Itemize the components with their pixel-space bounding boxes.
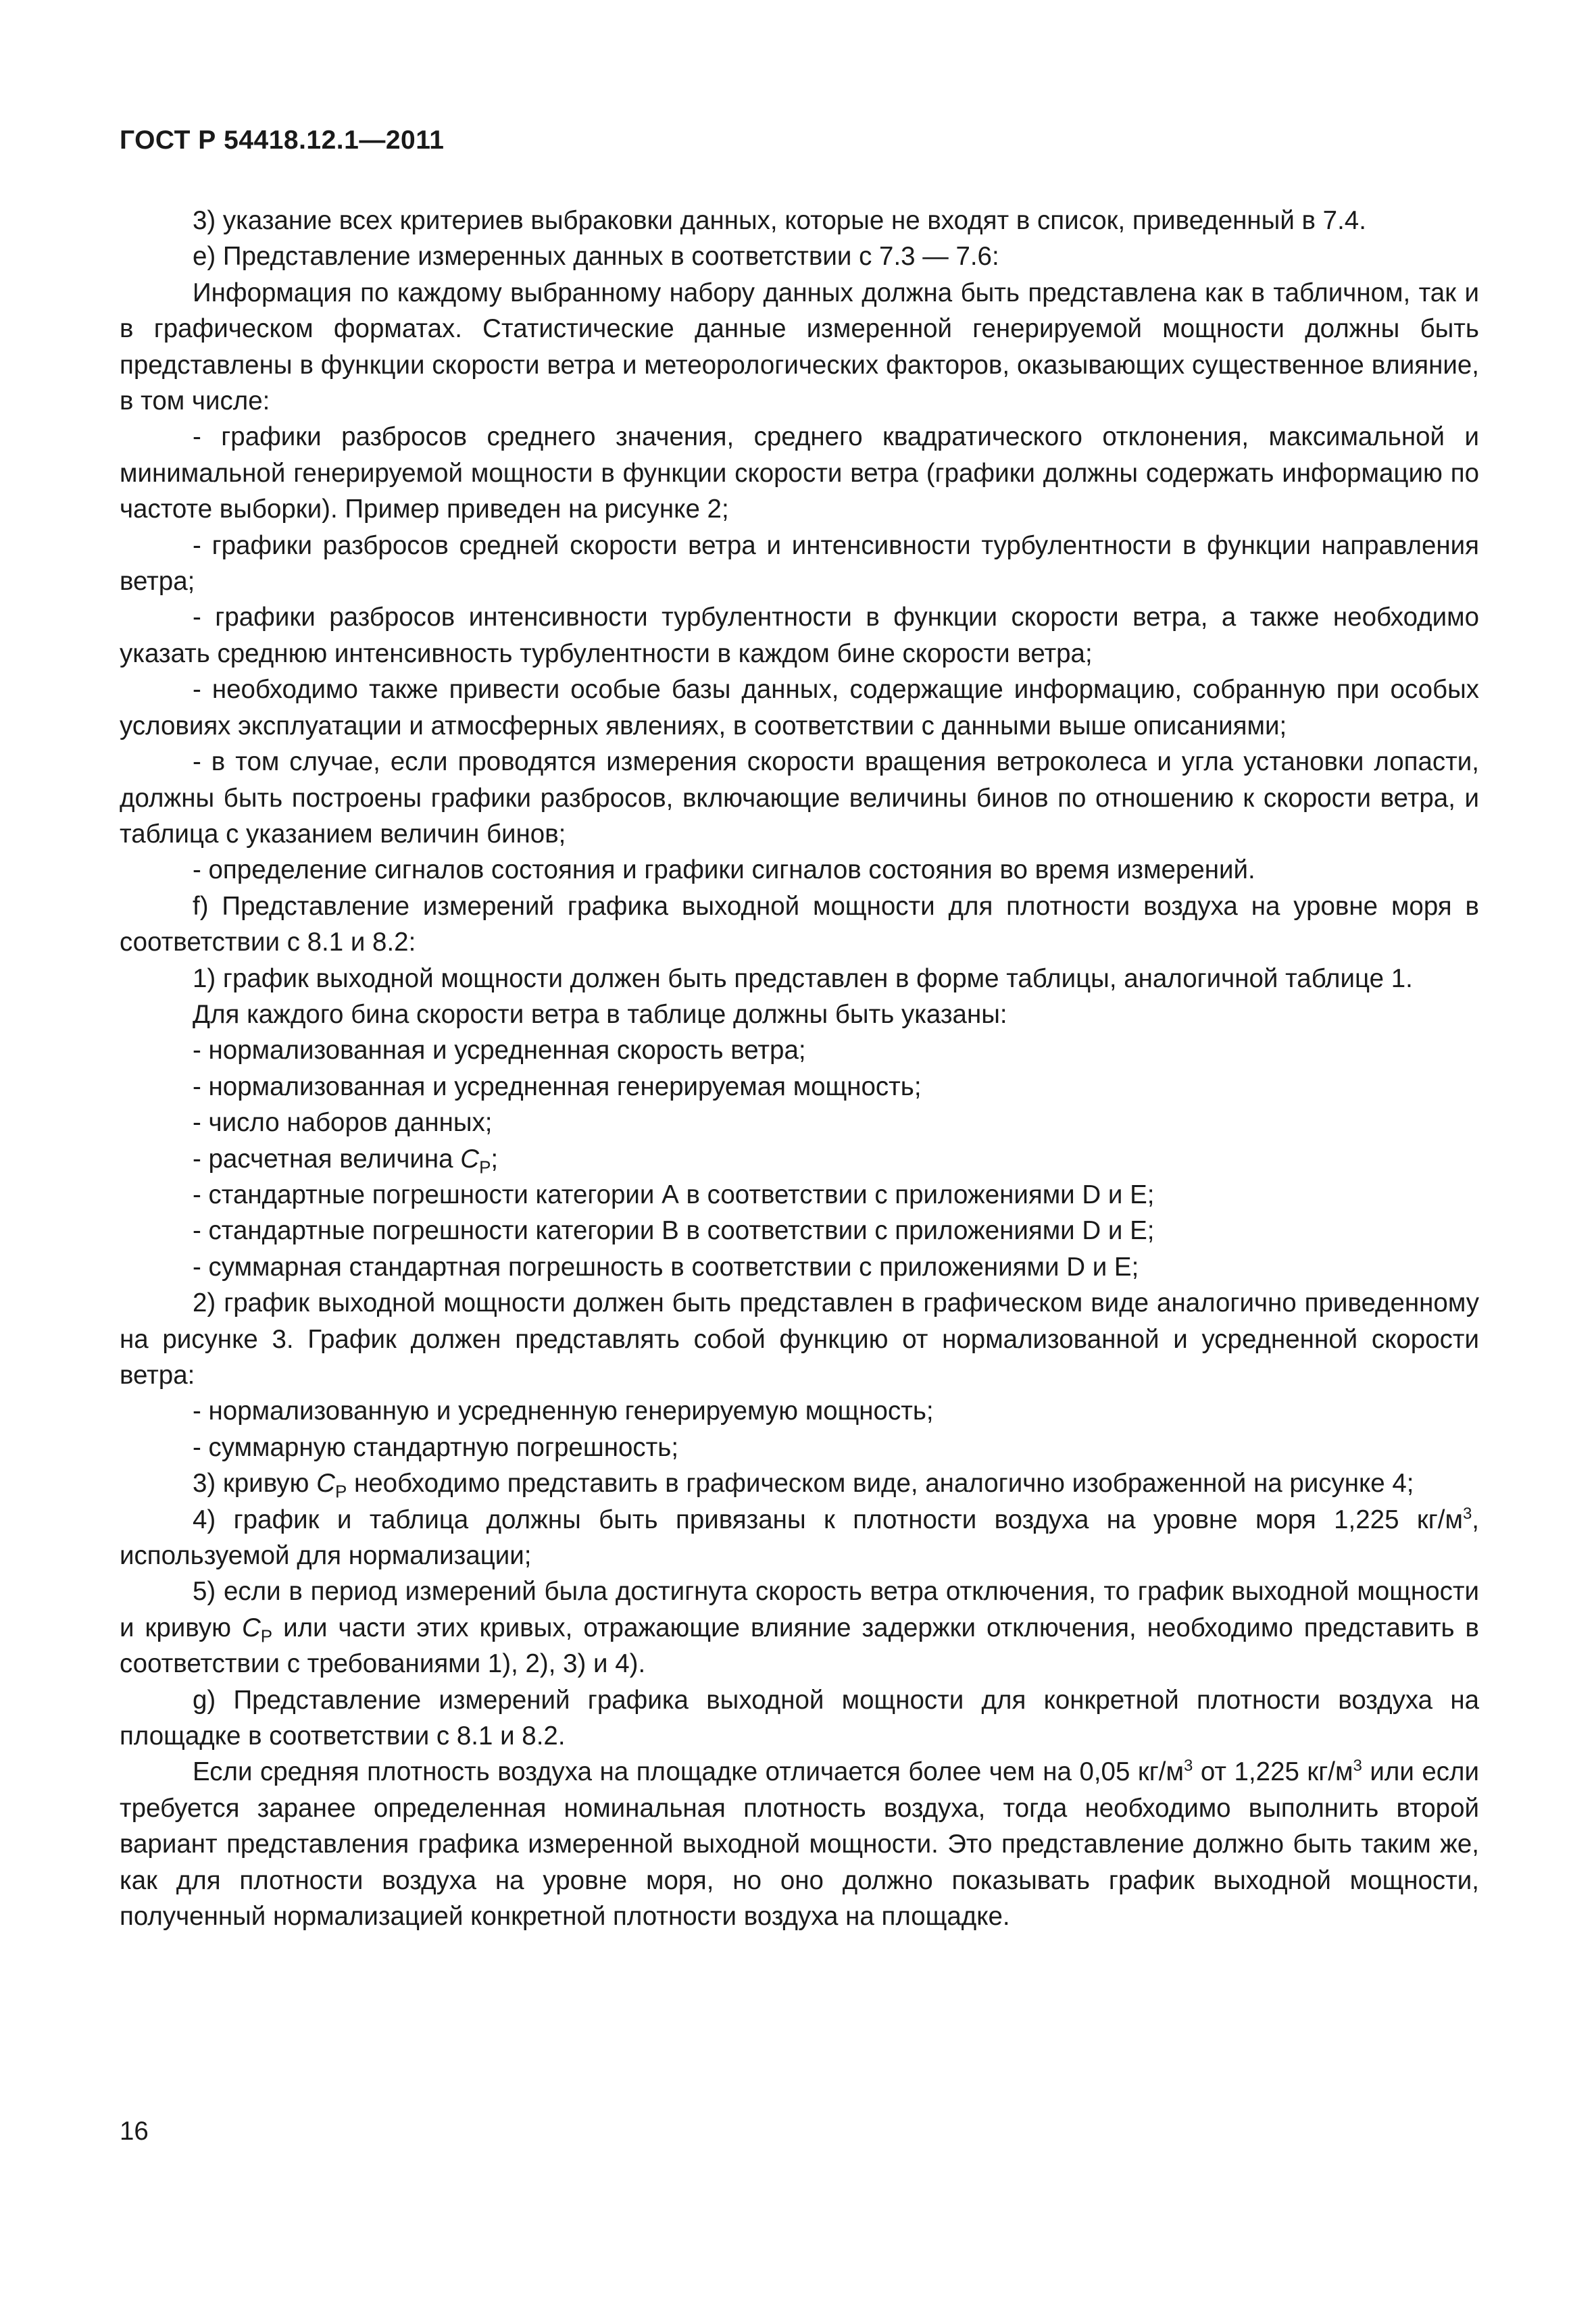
list-item: - суммарную стандартную погрешность; [193, 1432, 679, 1462]
paragraph: f) Представление измерений графика выходной мощности для плотности воздуха на уровне моря в соответствии с 8.1 и 8.2: [120, 891, 1479, 957]
inline-text: или если требуется заранее определенная номинальная плотность воздуха, тогда необходимо выполнить второй вариант представления графика измеренной выходной мощности. Это представление должно быть таким же, как для плотности воздуха на уровне моря, но оно должно показывать график выходной мощности, полученный нормализацией конкретной плотности воздуха на площадке. [120, 1757, 1479, 1932]
page-number: 16 [120, 2117, 149, 2146]
list-item: - суммарная стандартная погрешность в соответствии с приложениями D и E; [193, 1252, 1139, 1282]
cp-subscript: P [260, 1626, 273, 1646]
superscript: 3 [1462, 1504, 1472, 1523]
inline-text: , используемой для нормализации; [120, 1505, 1479, 1571]
paragraph: 2) график выходной мощности должен быть представлен в графическом виде аналогично приведенному на рисунке 3. График должен представлять собой функцию от нормализованной и усредненной скорости ветра: [120, 1288, 1479, 1390]
cp-symbol: C [316, 1469, 335, 1499]
inline-text: - расчетная величина [193, 1144, 461, 1174]
paragraph: - определение сигналов состояния и графики сигналов состояния во время измерений. [193, 855, 1255, 885]
list-item: - нормализованную и усредненную генерируемую мощность; [193, 1397, 934, 1426]
inline-text: от 1,225 кг/м [1193, 1757, 1353, 1787]
paragraph: 3) указание всех критериев выбраковки данных, которые не входят в список, приведенный в 7.4. [193, 206, 1366, 235]
inline-text: 4) график и таблица должны быть привязаны к плотности воздуха на уровне моря 1,225 кг/м [193, 1505, 1463, 1534]
paragraph: - графики разбросов интенсивности турбулентности в функции скорости ветра, а также необходимо указать среднюю интенсивность турбулентности в каждом бине скорости ветра; [120, 603, 1479, 668]
paragraph: Информация по каждому выбранному набору данных должна быть представлена как в табличном, так и в графическом форматах. Статистические данные измеренной генерируемой мощности должны быть представлены в функции скорости ветра и метеорологических факторов, оказывающих существенное влияние, в том числе: [120, 278, 1479, 416]
list-item: - стандартные погрешности категории А в соответствии с приложениями D и E; [193, 1180, 1155, 1209]
paragraph: 1) график выходной мощности должен быть представлен в форме таблицы, аналогичной таблице 1. [193, 963, 1413, 993]
document-header: ГОСТ Р 54418.12.1—2011 [120, 126, 445, 155]
inline-text: необходимо представить в графическом виде, аналогично изображенной на рисунке 4; [347, 1469, 1414, 1499]
paragraph: - графики разбросов среднего значения, среднего квадратического отклонения, максимальной и минимальной генерируемой мощности в функции скорости ветра (графики должны содержать информацию по частоте выборки). Пример приведен на рисунке 2; [120, 422, 1479, 524]
inline-text: 5) если в период измерений была достигнута скорость ветра отключения, то график выходной мощности и кривую [120, 1577, 1479, 1642]
paragraph: g) Представление измерений графика выходной мощности для конкретной плотности воздуха на площадке в соответствии с 8.1 и 8.2. [120, 1685, 1479, 1751]
paragraph [120, 1574, 1479, 1682]
paragraph: - в том случае, если проводятся измерения скорости вращения ветроколеса и угла установки лопасти, должны быть построены графики разбросов, включающие величины бинов по отношению к скорости ветра, и таблица с указанием величин бинов; [120, 747, 1479, 849]
inline-text: или части этих кривых, отражающие влияние задержки отключения, необходимо представить в соответствии с требованиями 1), 2), 3) и 4). [120, 1613, 1479, 1679]
document-body [120, 203, 1479, 1935]
list-item: - нормализованная и усредненная генерируемая мощность; [193, 1072, 922, 1101]
paragraph [120, 1465, 1479, 1501]
paragraph: - необходимо также привести особые базы данных, содержащие информацию, собранную при особых условиях эксплуатации и атмосферных явлениях, в соответствии с данными выше описаниями; [120, 675, 1479, 740]
cp-symbol: C [241, 1613, 261, 1642]
paragraph: - графики разбросов средней скорости ветра и интенсивности турбулентности в функции направления ветра; [120, 530, 1479, 597]
cp-subscript: P [334, 1481, 347, 1502]
inline-text: ; [491, 1144, 499, 1174]
list-item [120, 1141, 1479, 1177]
inline-text: Если средняя плотность воздуха на площадке отличается более чем на 0,05 кг/м [193, 1757, 1184, 1787]
paragraph [120, 1754, 1479, 1934]
cp-symbol: C [460, 1144, 480, 1174]
paragraph: Для каждого бина скорости ветра в таблице должны быть указаны: [193, 999, 1007, 1029]
paragraph [120, 1502, 1479, 1574]
superscript: 3 [1183, 1757, 1193, 1776]
paragraph: e) Представление измеренных данных в соответствии с 7.3 — 7.6: [193, 242, 999, 272]
cp-subscript: P [479, 1157, 491, 1178]
list-item: - число наборов данных; [193, 1108, 493, 1138]
inline-text: 3) кривую [193, 1469, 317, 1499]
list-item: - нормализованная и усредненная скорость ветра; [193, 1036, 806, 1065]
list-item: - стандартные погрешности категории B в соответствии с приложениями D и E; [193, 1216, 1155, 1246]
superscript: 3 [1353, 1757, 1362, 1776]
